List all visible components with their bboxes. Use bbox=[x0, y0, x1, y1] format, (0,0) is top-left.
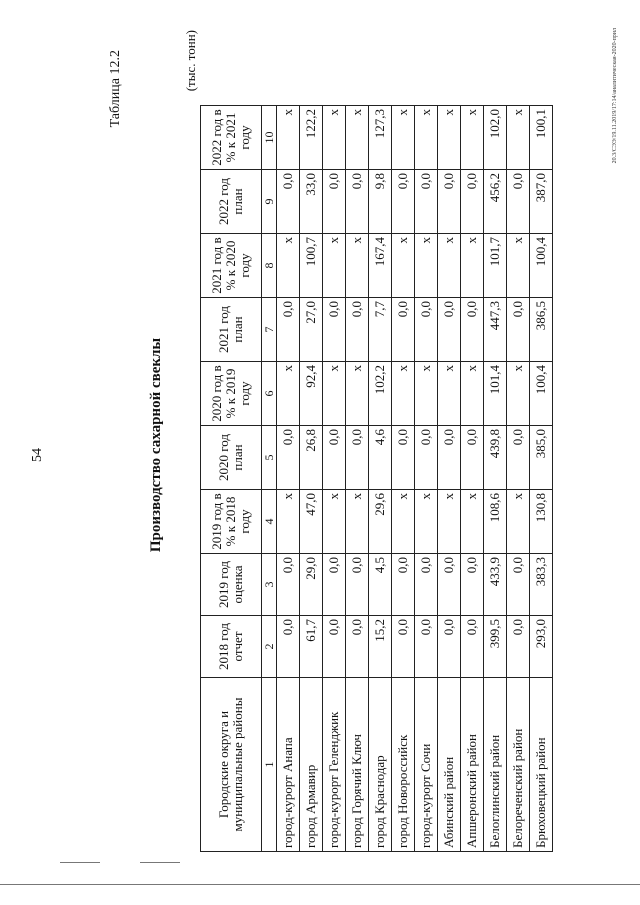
value-cell: х bbox=[415, 234, 438, 298]
value-cell: 439,8 bbox=[484, 426, 507, 490]
value-cell: х bbox=[392, 490, 415, 554]
district-name: Апшеронский район bbox=[461, 678, 484, 852]
column-number: 3 bbox=[262, 554, 277, 616]
table-row bbox=[323, 106, 346, 852]
value-cell: 0,0 bbox=[277, 554, 300, 616]
value-cell: 456,2 bbox=[484, 170, 507, 234]
value-cell: 399,5 bbox=[484, 616, 507, 678]
value-cell: 7,7 bbox=[369, 298, 392, 362]
value-cell: 47,0 bbox=[300, 490, 323, 554]
district-name: город-курорт Геленджик bbox=[323, 678, 346, 852]
value-cell: 0,0 bbox=[438, 426, 461, 490]
value-cell: 0,0 bbox=[438, 616, 461, 678]
column-number: 9 bbox=[262, 170, 277, 234]
header-cell: 2019 год в % к 2018 году bbox=[201, 490, 262, 554]
value-cell: х bbox=[415, 362, 438, 426]
district-name: Белореченский район bbox=[507, 678, 530, 852]
table-row bbox=[461, 106, 484, 852]
value-cell: 0,0 bbox=[461, 298, 484, 362]
header-cell: Городские округа и муниципальные районы bbox=[201, 678, 262, 852]
value-cell: х bbox=[507, 490, 530, 554]
value-cell: х bbox=[392, 234, 415, 298]
value-cell: х bbox=[277, 234, 300, 298]
column-number: 2 bbox=[262, 616, 277, 678]
value-cell: 433,9 bbox=[484, 554, 507, 616]
value-cell: 26,8 bbox=[300, 426, 323, 490]
value-cell: 102,0 bbox=[484, 106, 507, 170]
header-cell: 2021 год план bbox=[201, 298, 262, 362]
value-cell: х bbox=[438, 362, 461, 426]
value-cell: 0,0 bbox=[461, 170, 484, 234]
value-cell: 0,0 bbox=[323, 616, 346, 678]
district-name: город Новороссийск bbox=[392, 678, 415, 852]
value-cell: 0,0 bbox=[346, 616, 369, 678]
value-cell: 0,0 bbox=[392, 298, 415, 362]
district-name: Белоглинский район bbox=[484, 678, 507, 852]
header-row bbox=[201, 106, 262, 852]
value-cell: х bbox=[323, 106, 346, 170]
value-cell: 101,7 bbox=[484, 234, 507, 298]
value-cell: х bbox=[346, 106, 369, 170]
value-cell: 0,0 bbox=[277, 170, 300, 234]
value-cell: 0,0 bbox=[507, 170, 530, 234]
column-number: 6 bbox=[262, 362, 277, 426]
value-cell: 0,0 bbox=[461, 426, 484, 490]
district-name: город-курорт Сочи bbox=[415, 678, 438, 852]
value-cell: 0,0 bbox=[461, 554, 484, 616]
value-cell: 0,0 bbox=[346, 554, 369, 616]
district-name: город-курорт Анапа bbox=[277, 678, 300, 852]
district-name: город Краснодар bbox=[369, 678, 392, 852]
page-number: 54 bbox=[30, 448, 45, 462]
value-cell: х bbox=[438, 234, 461, 298]
value-cell: х bbox=[507, 234, 530, 298]
value-cell: 0,0 bbox=[438, 554, 461, 616]
value-cell: 130,8 bbox=[530, 490, 553, 554]
value-cell: 4,5 bbox=[369, 554, 392, 616]
table-row bbox=[392, 106, 415, 852]
value-cell: х bbox=[438, 490, 461, 554]
header-cell: 2019 год оценка bbox=[201, 554, 262, 616]
value-cell: х bbox=[461, 106, 484, 170]
value-cell: х bbox=[277, 490, 300, 554]
value-cell: 0,0 bbox=[392, 616, 415, 678]
value-cell: 0,0 bbox=[323, 298, 346, 362]
column-number: 8 bbox=[262, 234, 277, 298]
scan-artifact-line bbox=[140, 862, 180, 863]
column-number-row bbox=[262, 106, 277, 852]
value-cell: 27,0 bbox=[300, 298, 323, 362]
value-cell: 0,0 bbox=[323, 170, 346, 234]
value-cell: 0,0 bbox=[415, 170, 438, 234]
value-cell: 0,0 bbox=[392, 554, 415, 616]
value-cell: х bbox=[415, 490, 438, 554]
value-cell: х bbox=[346, 234, 369, 298]
header-cell: 2022 год в % к 2021 году bbox=[201, 106, 262, 170]
value-cell: х bbox=[277, 362, 300, 426]
value-cell: 385,0 bbox=[530, 426, 553, 490]
value-cell: 0,0 bbox=[392, 426, 415, 490]
value-cell: 100,4 bbox=[530, 234, 553, 298]
column-number: 7 bbox=[262, 298, 277, 362]
value-cell: 447,3 bbox=[484, 298, 507, 362]
value-cell: 0,0 bbox=[415, 554, 438, 616]
value-cell: х bbox=[415, 106, 438, 170]
value-cell: х bbox=[461, 362, 484, 426]
page-title: Производство сахарной свеклы bbox=[148, 337, 164, 553]
value-cell: 0,0 bbox=[415, 298, 438, 362]
value-cell: 100,7 bbox=[300, 234, 323, 298]
value-cell: х bbox=[392, 362, 415, 426]
value-cell: х bbox=[461, 490, 484, 554]
value-cell: 127,3 bbox=[369, 106, 392, 170]
value-cell: 0,0 bbox=[507, 298, 530, 362]
value-cell: х bbox=[346, 362, 369, 426]
value-cell: 387,0 bbox=[530, 170, 553, 234]
value-cell: 0,0 bbox=[346, 170, 369, 234]
value-cell: 4,6 bbox=[369, 426, 392, 490]
value-cell: 92,4 bbox=[300, 362, 323, 426]
header-cell: 2022 год план bbox=[201, 170, 262, 234]
value-cell: 0,0 bbox=[415, 616, 438, 678]
column-number: 5 bbox=[262, 426, 277, 490]
value-cell: 15,2 bbox=[369, 616, 392, 678]
value-cell: 108,6 bbox=[484, 490, 507, 554]
table-label: Таблица 12.2 bbox=[108, 50, 123, 128]
value-cell: 0,0 bbox=[277, 616, 300, 678]
value-cell: 101,4 bbox=[484, 362, 507, 426]
value-cell: х bbox=[323, 234, 346, 298]
value-cell: 383,3 bbox=[530, 554, 553, 616]
scan-artifact-line bbox=[0, 884, 640, 885]
value-cell: 0,0 bbox=[507, 426, 530, 490]
value-cell: х bbox=[507, 362, 530, 426]
value-cell: 0,0 bbox=[415, 426, 438, 490]
value-cell: 0,0 bbox=[461, 616, 484, 678]
table-row bbox=[438, 106, 461, 852]
value-cell: 167,4 bbox=[369, 234, 392, 298]
value-cell: 0,0 bbox=[392, 170, 415, 234]
value-cell: 0,0 bbox=[277, 298, 300, 362]
table-row bbox=[300, 106, 323, 852]
value-cell: 33,0 bbox=[300, 170, 323, 234]
district-name: Абинский район bbox=[438, 678, 461, 852]
value-cell: 293,0 bbox=[530, 616, 553, 678]
district-name: город Горячий Ключ bbox=[346, 678, 369, 852]
value-cell: х bbox=[438, 106, 461, 170]
header-cell: 2020 год план bbox=[201, 426, 262, 490]
data-table bbox=[200, 105, 553, 852]
value-cell: 102,2 bbox=[369, 362, 392, 426]
value-cell: 0,0 bbox=[507, 616, 530, 678]
column-number: 10 bbox=[262, 106, 277, 170]
value-cell: х bbox=[507, 106, 530, 170]
value-cell: 0,0 bbox=[323, 426, 346, 490]
value-cell: х bbox=[277, 106, 300, 170]
value-cell: 0,0 bbox=[346, 426, 369, 490]
value-cell: 386,5 bbox=[530, 298, 553, 362]
column-number: 1 bbox=[262, 678, 277, 852]
column-number: 4 bbox=[262, 490, 277, 554]
table-row bbox=[507, 106, 530, 852]
footer-stamp: 20.3/СЭЭ/19.11.2019/17:14/аналитическая-2020-прил bbox=[612, 28, 618, 164]
value-cell: х bbox=[346, 490, 369, 554]
table-row bbox=[484, 106, 507, 852]
value-cell: 100,4 bbox=[530, 362, 553, 426]
table-row bbox=[369, 106, 392, 852]
value-cell: 0,0 bbox=[323, 554, 346, 616]
header-cell: 2018 год отчет bbox=[201, 616, 262, 678]
value-cell: 29,6 bbox=[369, 490, 392, 554]
header-cell: 2021 год в % к 2020 году bbox=[201, 234, 262, 298]
value-cell: 0,0 bbox=[438, 170, 461, 234]
value-cell: 0,0 bbox=[438, 298, 461, 362]
value-cell: 0,0 bbox=[507, 554, 530, 616]
units-label: (тыс. тонн) bbox=[183, 30, 198, 92]
scan-artifact-line bbox=[60, 862, 100, 863]
value-cell: х bbox=[392, 106, 415, 170]
table-row bbox=[415, 106, 438, 852]
table-row bbox=[346, 106, 369, 852]
value-cell: х bbox=[323, 362, 346, 426]
district-name: Брюховецкий район bbox=[530, 678, 553, 852]
value-cell: х bbox=[323, 490, 346, 554]
table-row bbox=[530, 106, 553, 852]
district-name: город Армавир bbox=[300, 678, 323, 852]
value-cell: 100,1 bbox=[530, 106, 553, 170]
value-cell: 61,7 bbox=[300, 616, 323, 678]
table-row bbox=[277, 106, 300, 852]
value-cell: х bbox=[461, 234, 484, 298]
value-cell: 9,8 bbox=[369, 170, 392, 234]
value-cell: 0,0 bbox=[277, 426, 300, 490]
value-cell: 122,2 bbox=[300, 106, 323, 170]
value-cell: 29,0 bbox=[300, 554, 323, 616]
value-cell: 0,0 bbox=[346, 298, 369, 362]
header-cell: 2020 год в % к 2019 году bbox=[201, 362, 262, 426]
